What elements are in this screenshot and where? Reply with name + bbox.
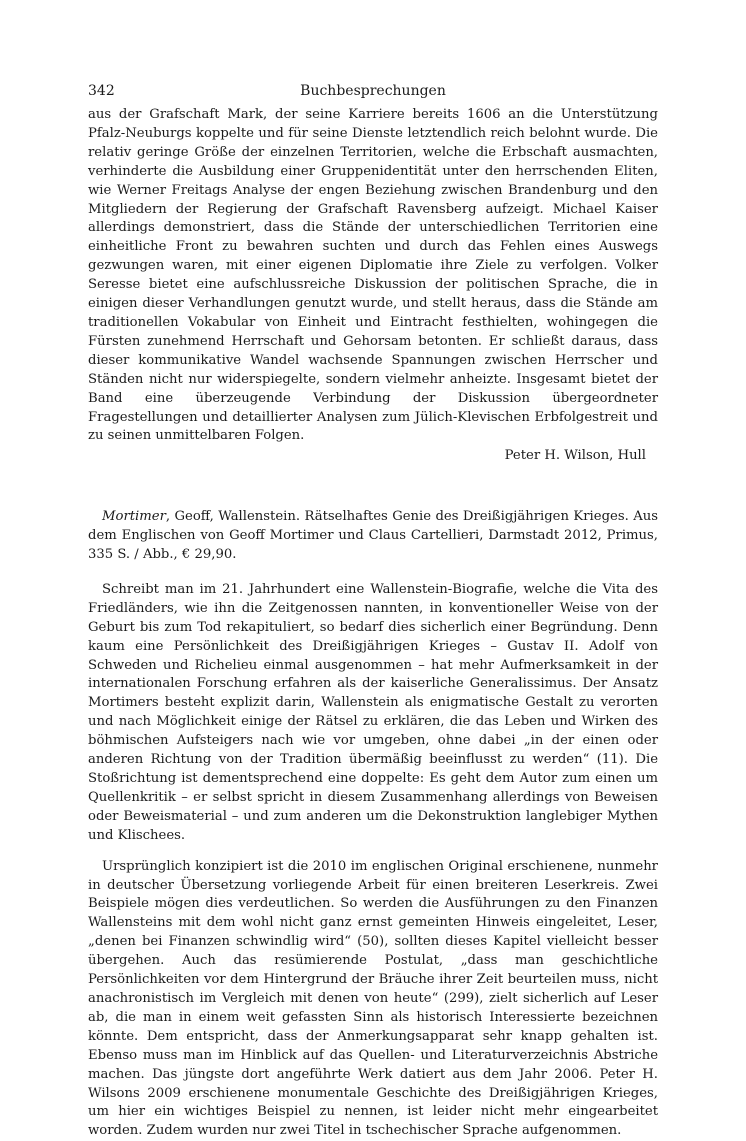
book-page (88, 82, 658, 1141)
reviewed-book-details: , Geoff, Wallenstein. Rätselhaftes Genie des Dreißigjährigen Krieges. Aus dem Englischen von Geoff Mortimer und Claus Cartellieri, Darmstadt 2012, Primus, 335 S. / Abb., € 29,90. (88, 509, 658, 563)
reviewed-author: Mortimer (102, 509, 166, 525)
reviewer-signature: Peter H. Wilson, Hull (504, 448, 646, 464)
review-paragraph-2: Ursprünglich konzipiert ist die 2010 im englischen Original erschienene, nunmehr in deutscher Übersetzung vorliegende Arbeit für einen breiteren Leserkreis. Zwei Beispiele mögen dies verdeutlichen. So werden die Ausführungen zu den Finanzen Wallensteins mit dem wohl nicht ganz ernst gemeinten Hinweis eingeleitet, Leser, „denen bei Finanzen schwindlig wird“ (50), sollten dieses Kapitel vielleicht besser übergehen. Auch das resümierende Postulat, „dass man geschichtliche Persönlichkeiten vor dem Hintergrund der Bräuche ihrer Zeit beurteilen muss, nicht anachronistisch im Vergleich mit denen von heute“ (299), zielt sicherlich auf Leser ab, die man in einem weit gefassten Sinn als historisch Interessierte bezeichnen könnte. Dem entspricht, dass der Anmerkungsapparat sehr knapp gehalten ist. Ebenso muss man im Hinblick auf das Quellen- und Literaturverzeichnis Abstriche machen. Das jüngste dort angeführte Werk datiert aus dem Jahr 2006. Peter H. Wilsons 2009 erschienene monumentale Geschichte des Dreißigjährigen Krieges, um hier ein wichtiges Beispiel zu nennen, ist leider nicht mehr eingearbeitet worden. Zudem wurden nur zwei Titel in tschechischer Sprache aufgenommen. (88, 858, 658, 1139)
page-header (88, 82, 658, 104)
review-paragraph-1: Schreibt man im 21. Jahrhundert eine Wallenstein-Biografie, welche die Vita des Friedländers, wie ihn die Zeitgenossen nannten, in konventioneller Weise von der Geburt bis zum Tod rekapituliert, so bedarf dies sicherlich einer Begründung. Denn kaum eine Persönlichkeit des Dreißigjährigen Krieges – Gustav II. Adolf von Schweden und Richelieu einmal ausgenommen – hat mehr Aufmerksamkeit in der internationalen Forschung erfahren als der kaiserliche Generalissimus. Der Ansatz Mortimers besteht explizit darin, Wallenstein als enigmatische Gestalt zu verorten und nach Möglichkeit einige der Rätsel zu erklären, die das Leben und Wirken des böhmischen Aufsteigers nach wie vor umgeben, ohne dabei „in der einen oder anderen Richtung von der Tradition übermäßig beeinflusst zu werden“ (11). Die Stoßrichtung ist dementsprechend eine doppelte: Es geht dem Autor zum einen um Quellenkritik – er selbst spricht in diesem Zusammenhang allerdings von Beweisen oder Beweismaterial – und zum anderen um die Dekonstruktion langlebiger Mythen und Klischees. (88, 581, 658, 843)
previous-review-text: aus der Grafschaft Mark, der seine Karriere bereits 1606 an die Unterstützung Pfalz-Neuburgs koppelte und für seine Dienste letztendlich reich belohnt wurde. Die relativ geringe Größe der einzelnen Territorien, welche die Erbschaft ausmachten, verhinderte die Ausbildung einer Gruppenidentität unter den herrschenden Eliten, wie Werner Freitags Analyse der engen Beziehung zwischen Brandenburg und den Mitgliedern der Regierung der Grafschaft Ravensberg aufzeigt. Michael Kaiser allerdings demonstriert, dass die Stände der unterschiedlichen Territorien eine einheitliche Front zu bewahren suchten und durch das Fehlen eines Auswegs gezwungen waren, mit einer eigenen Diplomatie ihre Ziele zu verfolgen. Volker Seresse bietet eine aufschlussreiche Diskussion der politischen Sprache, die in einigen dieser Verhandlungen genutzt wurde, und stellt heraus, dass die Stände am traditionellen Vokabular von Einheit und Eintracht festhielten, wohingegen die Fürsten zunehmend Herrschaft und Gehorsam betonten. Er schließt daraus, dass dieser kommunikative Wandel wachsende Spannungen zwischen Herrscher und Ständen nicht nur widerspiegelte, sondern vielmehr anheizte. Insgesamt bietet der Band eine überzeugende Verbindung der Diskussion übergeordneter Fragestellungen und detaillierter Analysen zum Jülich-Klevischen Erbfolgestreit und zu seinen unmittelbaren Folgen. (88, 107, 658, 444)
review-bibliographic-reference (88, 508, 658, 565)
running-title: Buchbesprechungen (300, 83, 446, 99)
page-number: 342 (88, 83, 115, 99)
